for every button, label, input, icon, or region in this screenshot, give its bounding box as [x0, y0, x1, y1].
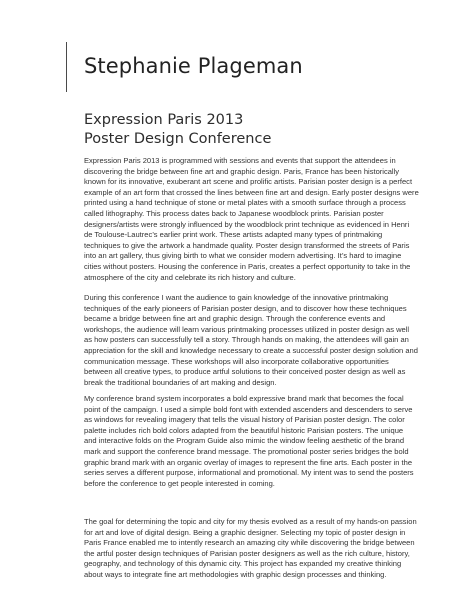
text-line: The goal for determining the topic and city for my thesis evolved as a result of my hands-on passion: [84, 517, 417, 526]
text-line: techniques to give the artwork a handmade quality. Poster design transformed the streets of Paris: [84, 240, 410, 250]
text-line: geography, and technology of this dynamic city. This project has expanded my creative thinking: [84, 559, 402, 569]
text-line: as windows for revealing imagery that tells the visual history of Parisian poster design. The color: [84, 415, 405, 425]
text-line: example of an art form that crossed the lines between fine art and design. Early poster designs were: [84, 187, 419, 197]
text-line: and interactive folds on the Program Guide also mimic the window feeling aesthetic of the brand: [84, 436, 405, 446]
paragraph-4: [84, 517, 417, 581]
text-line: break the traditional boundaries of art making and design.: [84, 377, 277, 387]
text-line: de Toulouse-Lautrec’s earlier print work. These artists adapted many types of printmaking: [84, 230, 383, 240]
text-line: into an art gallery, thus giving birth to what we consider modern advertising. It’s hard to imagine: [84, 251, 402, 261]
text-line: for art and love of digital design. Being a graphic designer. Selecting my topic of poster design in: [84, 527, 406, 537]
text-line: Paris France enabled me to intently research an amazing city while discovering the bridge between: [84, 538, 415, 548]
text-line: the artful poster design techniques of Parisian poster designers as well as the rich culture, history,: [84, 548, 410, 558]
text-line: techniques of the early pioneers of Parisian poster design, and to discover how these techniques: [84, 303, 407, 313]
paragraph-1: [84, 156, 419, 283]
text-line: known for its innovative, exuberant art scene and prolific artists. Parisian poster design is a perfect: [84, 177, 413, 187]
text-line: between all creative types, to produce artful solutions to their conceived poster design as well as: [84, 367, 406, 377]
text-line: discovering the bridge between fine art and graphic design. Paris, France has been historically: [84, 166, 400, 176]
document-title: [84, 111, 271, 149]
text-line: graphic brand mark with an organic overlay of images to represent the fine arts. Each poster in the: [84, 457, 413, 467]
text-line: designers/artists were strongly influenced by the woodblock print technique as evidenced in Henri: [84, 219, 410, 229]
text-line: Expression Paris 2013 is programmed with sessions and events that support the attendees in: [84, 156, 396, 165]
text-line: mark and support the conference brand message. The promotional poster series bridges the bold: [84, 446, 409, 456]
title-line-2: Poster Design Conference: [84, 131, 272, 147]
text-line: before the conference to get people interested in coming.: [84, 478, 275, 488]
text-line: series serves a different purpose, informational and promotional. My intent was to send the posters: [84, 468, 414, 478]
text-line: communication message. These workshops will also incorporate collaborative opportunities: [84, 356, 389, 366]
text-line: atmosphere of the city and celebrate its rich history and culture.: [84, 272, 296, 282]
paragraph-2: [84, 293, 418, 388]
text-line: My conference brand system incorporates a bold expressive brand mark that becomes the focal: [84, 394, 404, 403]
title-line-1: Expression Paris 2013: [84, 112, 244, 128]
text-line: became a bridge between fine art and graphic design. Through the conference events and: [84, 314, 386, 324]
text-line: printed using a hand technique of stone or metal plates with a smooth surface through a process: [84, 198, 406, 208]
text-line: point of the campaign. I used a simple bold font with extended ascenders and descenders to serve: [84, 404, 413, 414]
text-line: as how posters can successfully tell a story. Through hands on making, the attendees will gain an: [84, 335, 409, 345]
text-line: palette includes rich bold colors adapted from the beautiful historic Parisian posters. The unique: [84, 425, 404, 435]
text-line: workshops, the audience will learn various printmaking processes utilized in poster design as well: [84, 324, 410, 334]
text-line: called lithography. This process dates back to Japanese woodblock prints. Parisian poster: [84, 208, 384, 218]
paragraph-3: [84, 394, 414, 489]
text-line: During this conference I want the audience to gain knowledge of the innovative printmaking: [84, 293, 389, 302]
text-line: cities without posters. Housing the conference in Paris, creates a perfect opportunity to take in the: [84, 261, 411, 271]
author-name: Stephanie Plageman: [84, 54, 303, 78]
text-line: appreciation for the skill and knowledge necessary to create a successful poster design solution and: [84, 345, 418, 355]
text-line: about ways to integrate fine art methodologies with graphic design processes and thinking.: [84, 569, 387, 579]
vertical-rule: [66, 42, 67, 92]
